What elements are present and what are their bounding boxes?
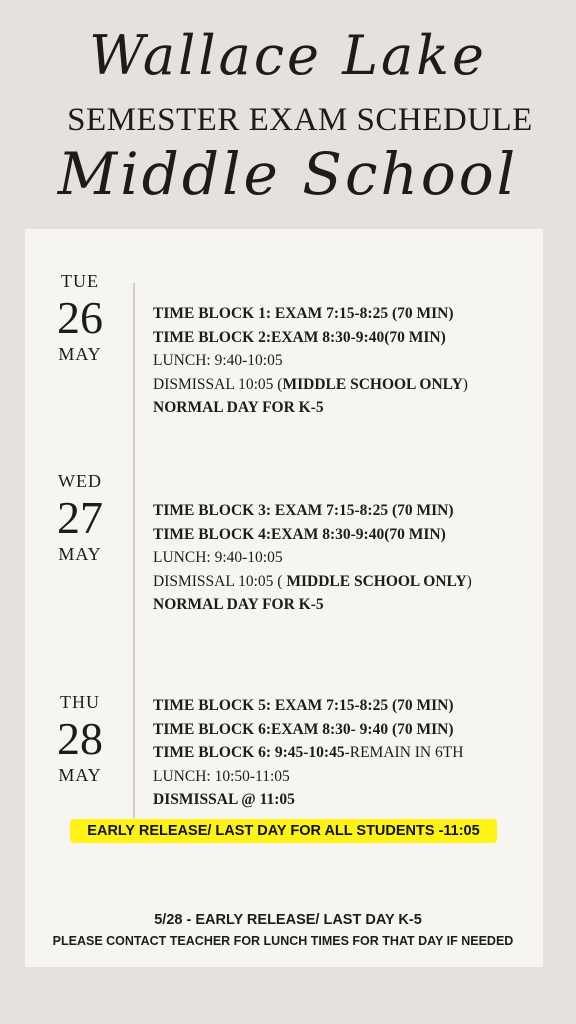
schedule-line — [153, 570, 472, 594]
day-schedule-wed — [153, 499, 472, 617]
line-part-bold: TIME BLOCK 6: 9:45-10:45 — [153, 744, 345, 761]
day-of-week: WED — [58, 471, 102, 491]
schedule-line: TIME BLOCK 5: EXAM 7:15-8:25 (70 MIN) — [153, 697, 454, 714]
schedule-line: LUNCH: 9:40-10:05 — [153, 352, 283, 369]
day-label-thu — [40, 692, 120, 786]
school-level-script: Middle School — [57, 140, 519, 208]
schedule-line: TIME BLOCK 2:EXAM 8:30-9:40(70 MIN) — [153, 328, 446, 346]
day-label-tue — [40, 271, 120, 365]
schedule-line: LUNCH: 9:40-10:05 — [153, 549, 283, 566]
schedule-line: NORMAL DAY FOR K-5 — [153, 399, 324, 416]
schedule-line: TIME BLOCK 6:EXAM 8:30- 9:40 (70 MIN) — [153, 720, 454, 738]
month: MAY — [58, 765, 102, 785]
day-number: 26 — [57, 292, 103, 343]
schedule-line: TIME BLOCK 4:EXAM 8:30-9:40(70 MIN) — [153, 525, 446, 543]
day-number: 27 — [57, 492, 103, 543]
line-part: DISMISSAL 10:05 ( — [153, 375, 283, 393]
footer-note-2: PLEASE CONTACT TEACHER FOR LUNCH TIMES FOR THAT DAY IF NEEDED — [52, 934, 514, 948]
month: MAY — [58, 544, 102, 564]
school-name-script: Wallace Lake — [89, 24, 487, 87]
schedule-line: NORMAL DAY FOR K-5 — [153, 596, 324, 613]
month: MAY — [58, 344, 102, 364]
vertical-divider — [133, 283, 135, 818]
line-part-bold: MIDDLE SCHOOL ONLY — [282, 375, 463, 393]
line-part-bold: MIDDLE SCHOOL ONLY — [286, 572, 467, 590]
day-of-week: TUE — [61, 271, 99, 291]
day-schedule-thu — [153, 694, 463, 812]
day-number: 28 — [57, 713, 103, 764]
schedule-line — [153, 373, 468, 397]
line-part: -REMAIN IN 6TH — [344, 744, 464, 761]
page-title: SEMESTER EXAM SCHEDULE — [67, 102, 533, 138]
line-part: ) — [466, 572, 472, 590]
line-part: ) — [462, 375, 468, 393]
schedule-line: DISMISSAL @ 11:05 — [153, 791, 295, 808]
schedule-line: TIME BLOCK 3: EXAM 7:15-8:25 (70 MIN) — [153, 502, 454, 519]
day-label-wed — [40, 471, 120, 565]
footer-note-1: 5/28 - EARLY RELEASE/ LAST DAY K-5 — [154, 912, 422, 928]
schedule-line: TIME BLOCK 1: EXAM 7:15-8:25 (70 MIN) — [153, 305, 454, 322]
schedule-line — [153, 741, 463, 765]
day-of-week: THU — [60, 692, 100, 712]
early-release-banner: EARLY RELEASE/ LAST DAY FOR ALL STUDENTS -11:05 — [70, 819, 497, 843]
line-part: DISMISSAL 10:05 ( — [153, 572, 287, 590]
day-schedule-tue — [153, 302, 468, 420]
schedule-line: LUNCH: 10:50-11:05 — [153, 767, 290, 785]
